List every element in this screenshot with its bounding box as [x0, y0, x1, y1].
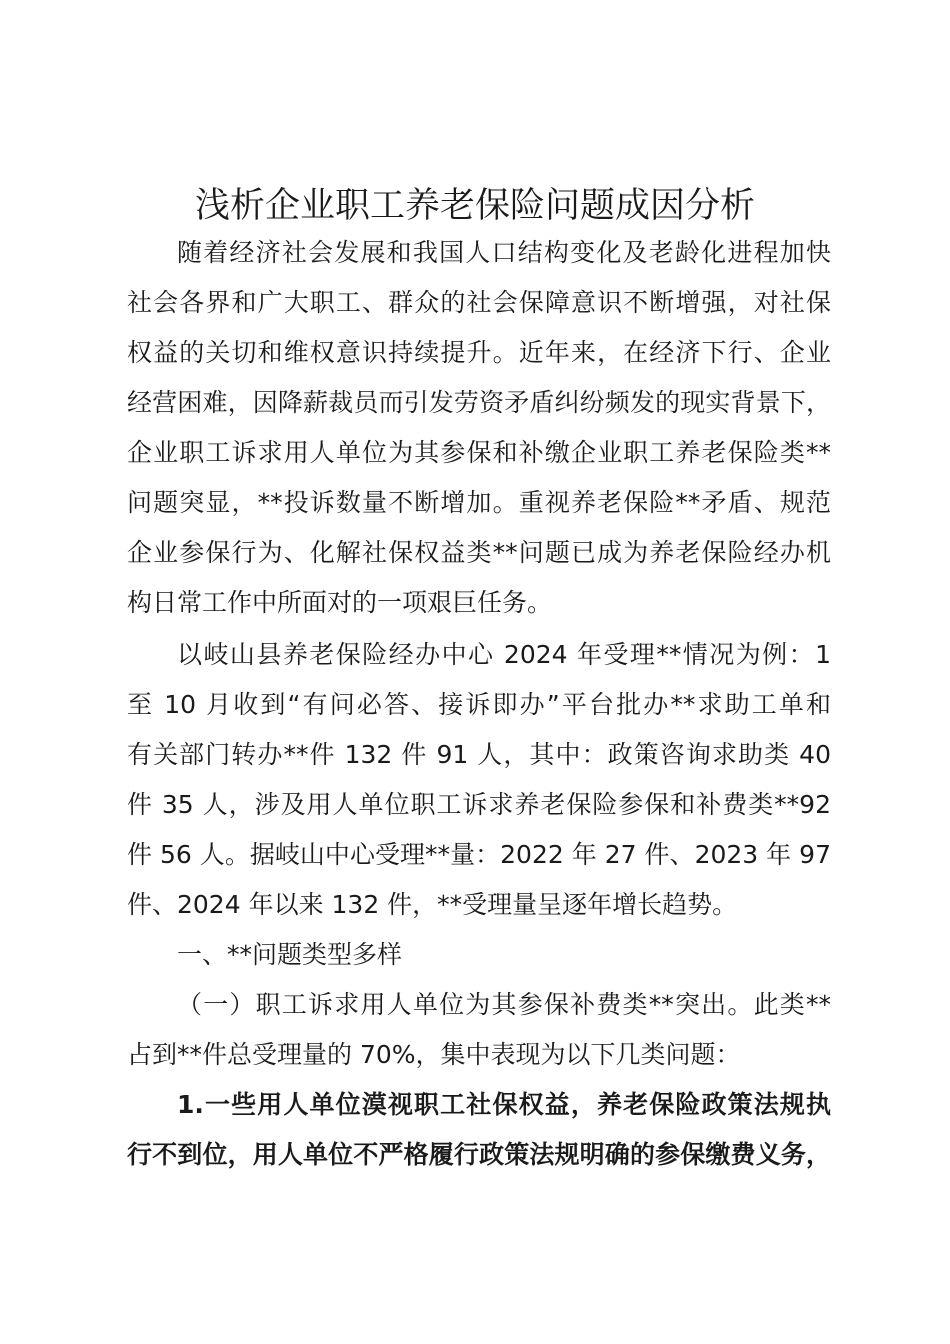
- document-title: 浅析企业职工养老保险问题成因分析: [194, 186, 755, 226]
- paragraph-line: 件 35 人，涉及用人单位职工诉求养老保险参保和补费类**92: [127, 790, 831, 819]
- paragraph-line: 问题突显，**投诉数量不断增加。重视养老保险**矛盾、规范: [127, 488, 831, 517]
- paragraph-line: 以岐山县养老保险经办中心 2024 年受理**情况为例：1: [177, 640, 831, 669]
- bold-paragraph-line: 1.一些用人单位漠视职工社保权益，养老保险政策法规执: [177, 1090, 831, 1119]
- paragraph-line: 企业参保行为、化解社保权益类**问题已成为养老保险经办机: [127, 538, 831, 567]
- bold-paragraph-line: 行不到位，用人单位不严格履行政策法规明确的参保缴费义务，: [127, 1140, 831, 1169]
- paragraph-line: 企业职工诉求用人单位为其参保和补缴企业职工养老保险类**: [127, 438, 831, 467]
- paragraph-line: 件 56 人。据岐山中心受理**量：2022 年 27 件、2023 年 97: [127, 840, 831, 869]
- paragraph-line: 随着经济社会发展和我国人口结构变化及老龄化进程加快: [177, 238, 831, 267]
- paragraph-line: 件、2024 年以来 132 件，**受理量呈逐年增长趋势。: [127, 890, 738, 919]
- section-heading: 一、**问题类型多样: [177, 940, 403, 969]
- paragraph-line: 有关部门转办**件 132 件 91 人，其中：政策咨询求助类 40: [127, 740, 831, 769]
- paragraph-line: 占到**件总受理量的 70%，集中表现为以下几类问题：: [127, 1040, 741, 1069]
- paragraph-line: 经营困难，因降薪裁员而引发劳资矛盾纠纷频发的现实背景下，: [127, 388, 831, 417]
- paragraph-line: 至 10 月收到“有问必答、接诉即办”平台批办**求助工单和: [127, 690, 831, 719]
- subsection-heading: （一）职工诉求用人单位为其参保补费类**突出。此类**: [177, 990, 831, 1019]
- paragraph-line: 社会各界和广大职工、群众的社会保障意识不断增强，对社保: [127, 288, 831, 317]
- paragraph-line: 权益的关切和维权意识持续提升。近年来，在经济下行、企业: [127, 338, 831, 367]
- paragraph-line: 构日常工作中所面对的一项艰巨任务。: [127, 588, 553, 617]
